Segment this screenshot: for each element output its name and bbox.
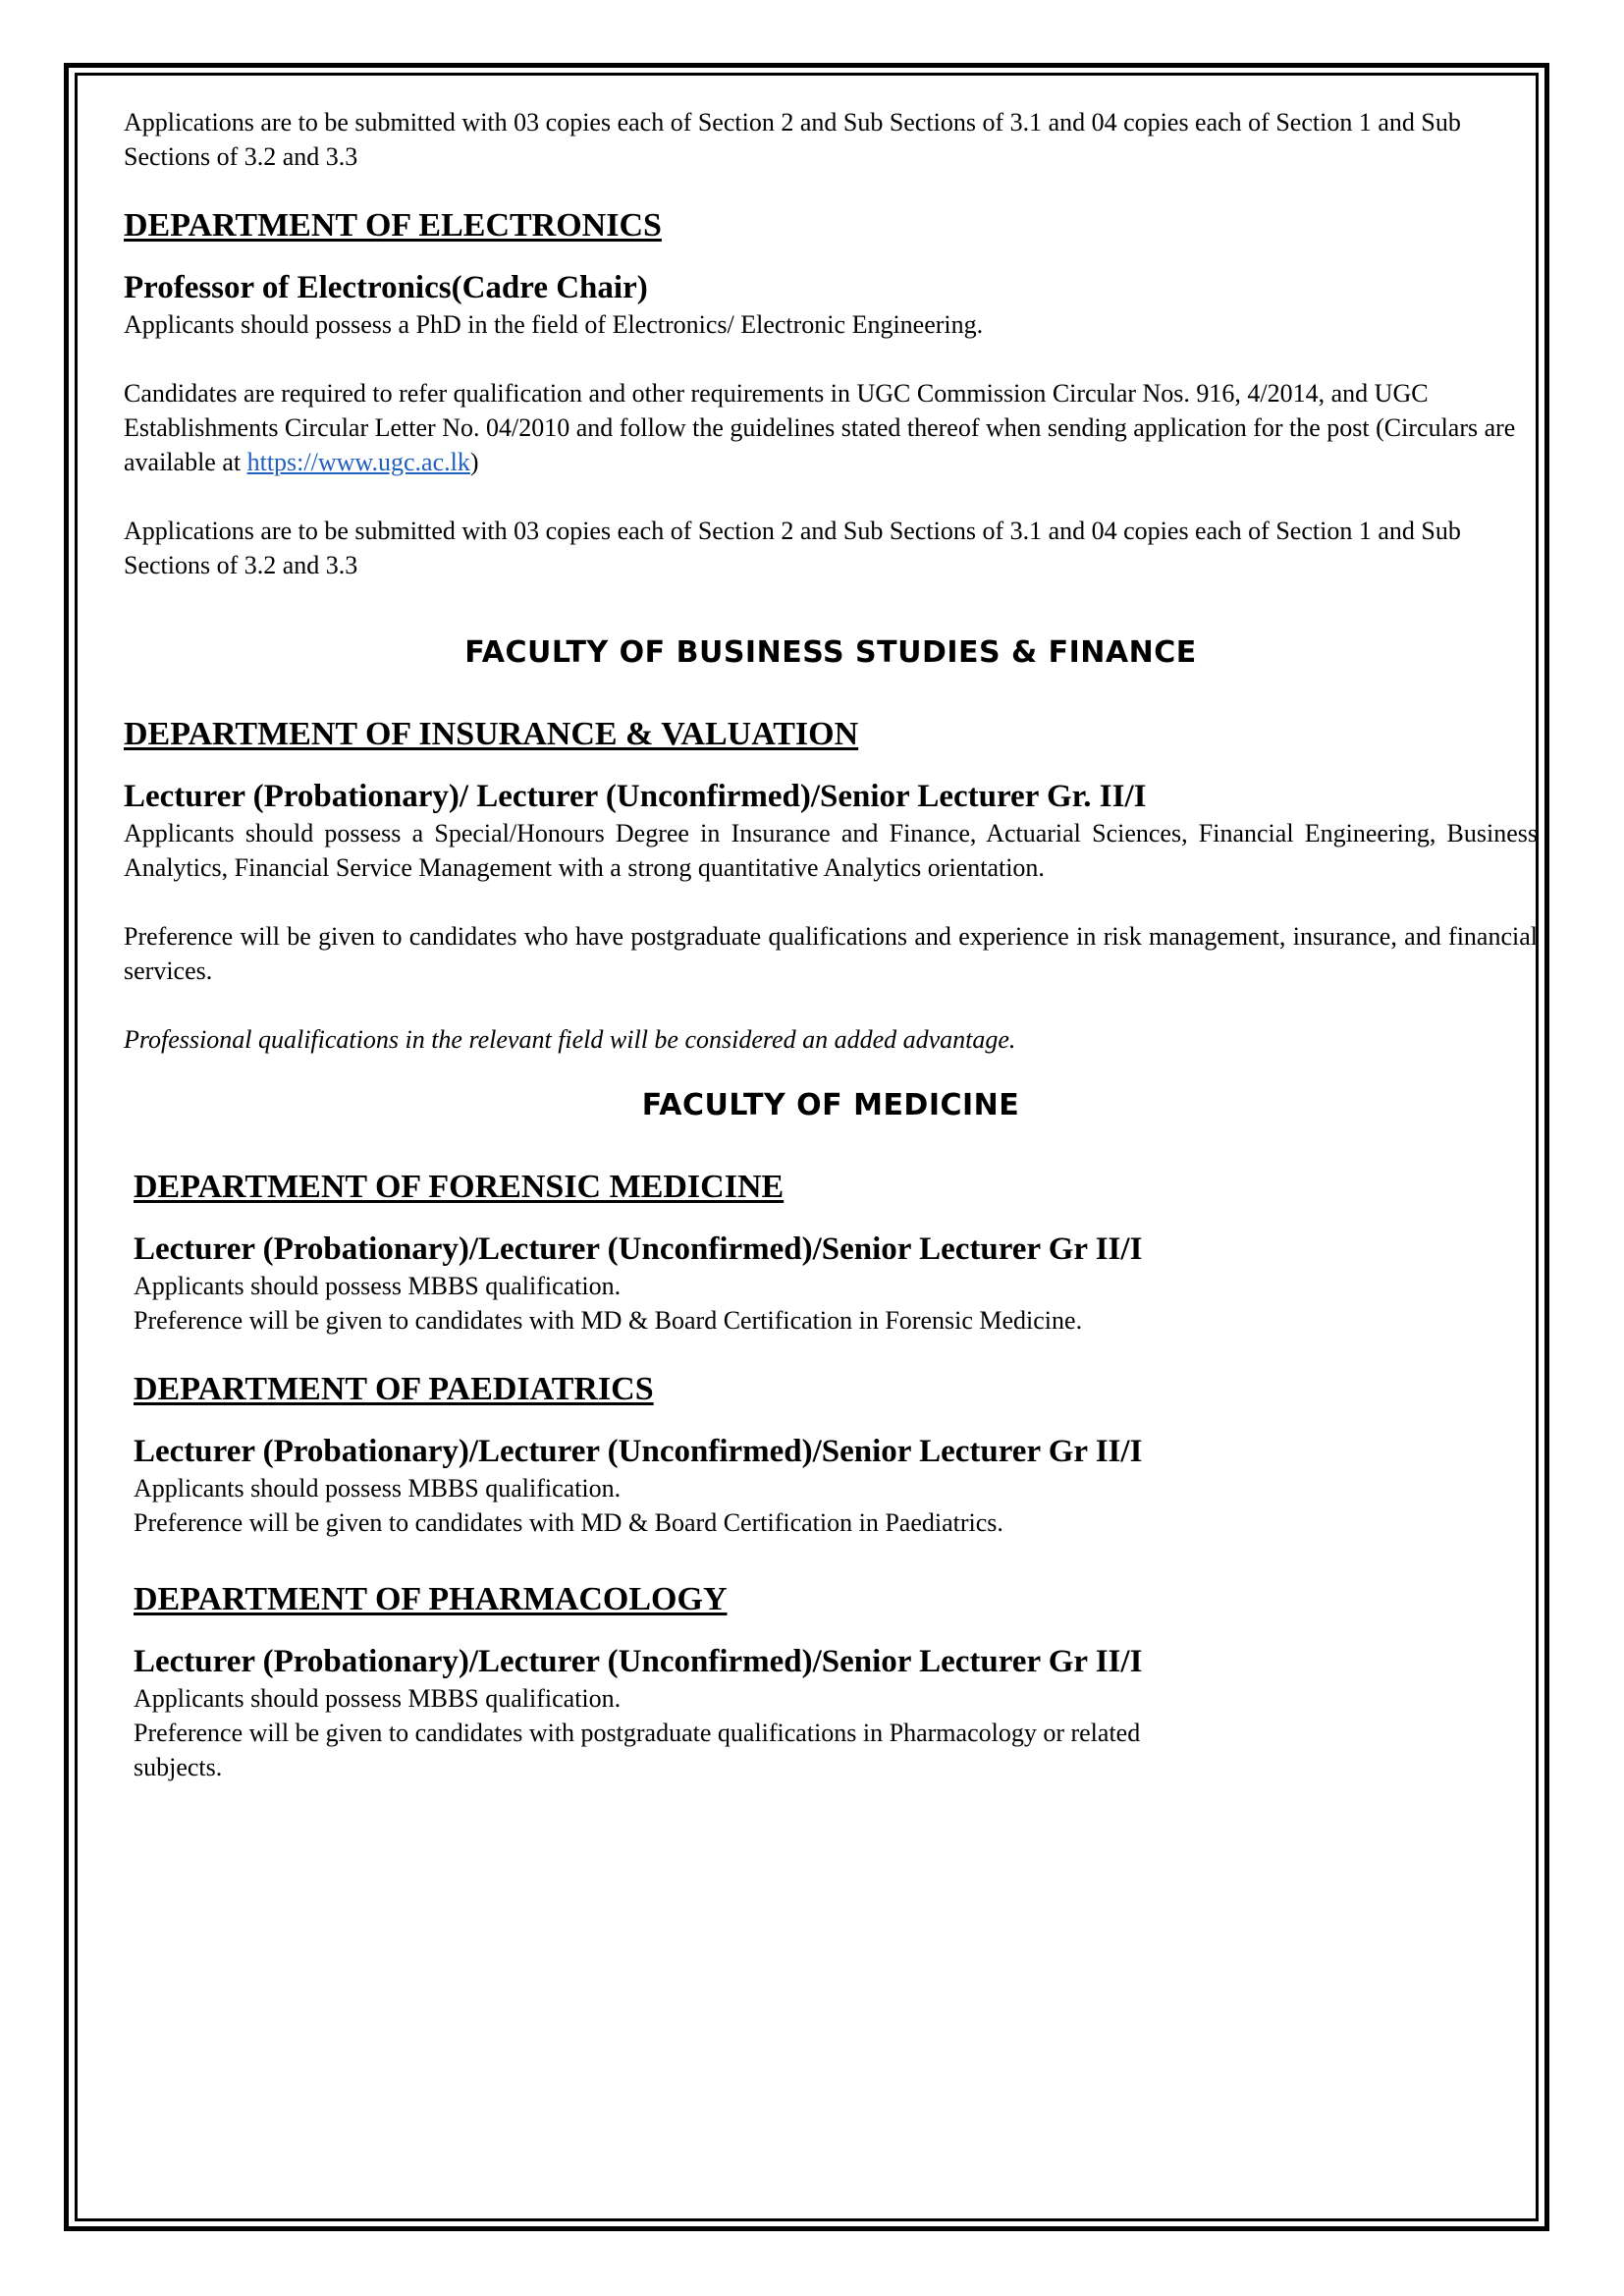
electronics-department-heading: DEPARTMENT OF ELECTRONICS: [124, 207, 662, 244]
pharmacology-preference-line2: subjects.: [134, 1753, 223, 1781]
pharmacology-requirement: Applicants should possess MBBS qualification.: [134, 1684, 622, 1713]
forensic-requirement: Applicants should possess MBBS qualification.: [134, 1272, 622, 1300]
pharmacology-section: [124, 1579, 1538, 1784]
electronics-circular-text: Candidates are required to refer qualification and other requirements in UGC Commission Circular Nos. 916, 4/2014, and UGC Establishments Circular Letter No. 04/2010 and follow the guidelines stated thereof when sending application for the post (Circulars are available at: [124, 379, 1516, 476]
forensic-preference: Preference will be given to candidates with MD & Board Certification in Forensic Medicine.: [134, 1306, 1083, 1335]
paediatrics-department-heading: DEPARTMENT OF PAEDIATRICS: [134, 1371, 654, 1407]
paediatrics-requirement: Applicants should possess MBBS qualification.: [134, 1474, 622, 1503]
pharmacology-department-heading: DEPARTMENT OF PHARMACOLOGY: [134, 1581, 728, 1617]
paediatrics-section: [124, 1369, 1538, 1540]
insurance-post-title: Lecturer (Probationary)/ Lecturer (Unconfirmed)/Senior Lecturer Gr. II/I: [124, 779, 1147, 814]
intro-submission-text: Applications are to be submitted with 03 copies each of Section 2 and Sub Sections of 3.1 and 04 copies each of Section 1 and Sub Sections of 3.2 and 3.3: [124, 108, 1461, 171]
insurance-requirement: Applicants should possess a Special/Honours Degree in Insurance and Finance, Actuarial Sciences, Financial Engineering, Business Analytics, Financial Service Management with a strong quantitative Analytics orientation.: [124, 819, 1538, 882]
forensic-post-title: Lecturer (Probationary)/Lecturer (Unconfirmed)/Senior Lecturer Gr II/I: [134, 1231, 1143, 1267]
electronics-post-title: Professor of Electronics(Cadre Chair): [124, 270, 648, 305]
faculty-medicine-title: FACULTY OF MEDICINE: [641, 1088, 1020, 1122]
electronics-circular-paragraph: [124, 376, 1552, 479]
pharmacology-post-title: Lecturer (Probationary)/Lecturer (Unconfirmed)/Senior Lecturer Gr II/I: [134, 1644, 1143, 1679]
faculty-business-title: FACULTY OF BUSINESS STUDIES & FINANCE: [464, 635, 1197, 670]
electronics-circular-end: ): [469, 448, 479, 476]
electronics-submission-text: Applications are to be submitted with 03 copies each of Section 2 and Sub Sections of 3.1 and 04 copies each of Section 1 and Sub Sections of 3.2 and 3.3: [124, 517, 1461, 579]
paediatrics-preference: Preference will be given to candidates with MD & Board Certification in Paediatrics.: [134, 1508, 1003, 1537]
electronics-requirement: Applicants should possess a PhD in the field of Electronics/ Electronic Engineering.: [124, 310, 984, 339]
forensic-section: [124, 1167, 1538, 1338]
paediatrics-post-title: Lecturer (Probationary)/Lecturer (Unconfirmed)/Senior Lecturer Gr II/I: [134, 1434, 1143, 1469]
insurance-preference: Preference will be given to candidates who have postgraduate qualifications and experience in risk management, insurance, and financial services.: [124, 922, 1538, 985]
forensic-department-heading: DEPARTMENT OF FORENSIC MEDICINE: [134, 1169, 785, 1205]
document-content: [124, 105, 1538, 1784]
ugc-website-link[interactable]: https://www.ugc.ac.lk: [246, 448, 470, 476]
pharmacology-preference-line1: Preference will be given to candidates with postgraduate qualifications in Pharmacology or related: [134, 1719, 1141, 1747]
insurance-department-heading: DEPARTMENT OF INSURANCE & VALUATION: [124, 716, 859, 752]
insurance-note: Professional qualifications in the relevant field will be considered an added advantage.: [124, 1025, 1016, 1054]
